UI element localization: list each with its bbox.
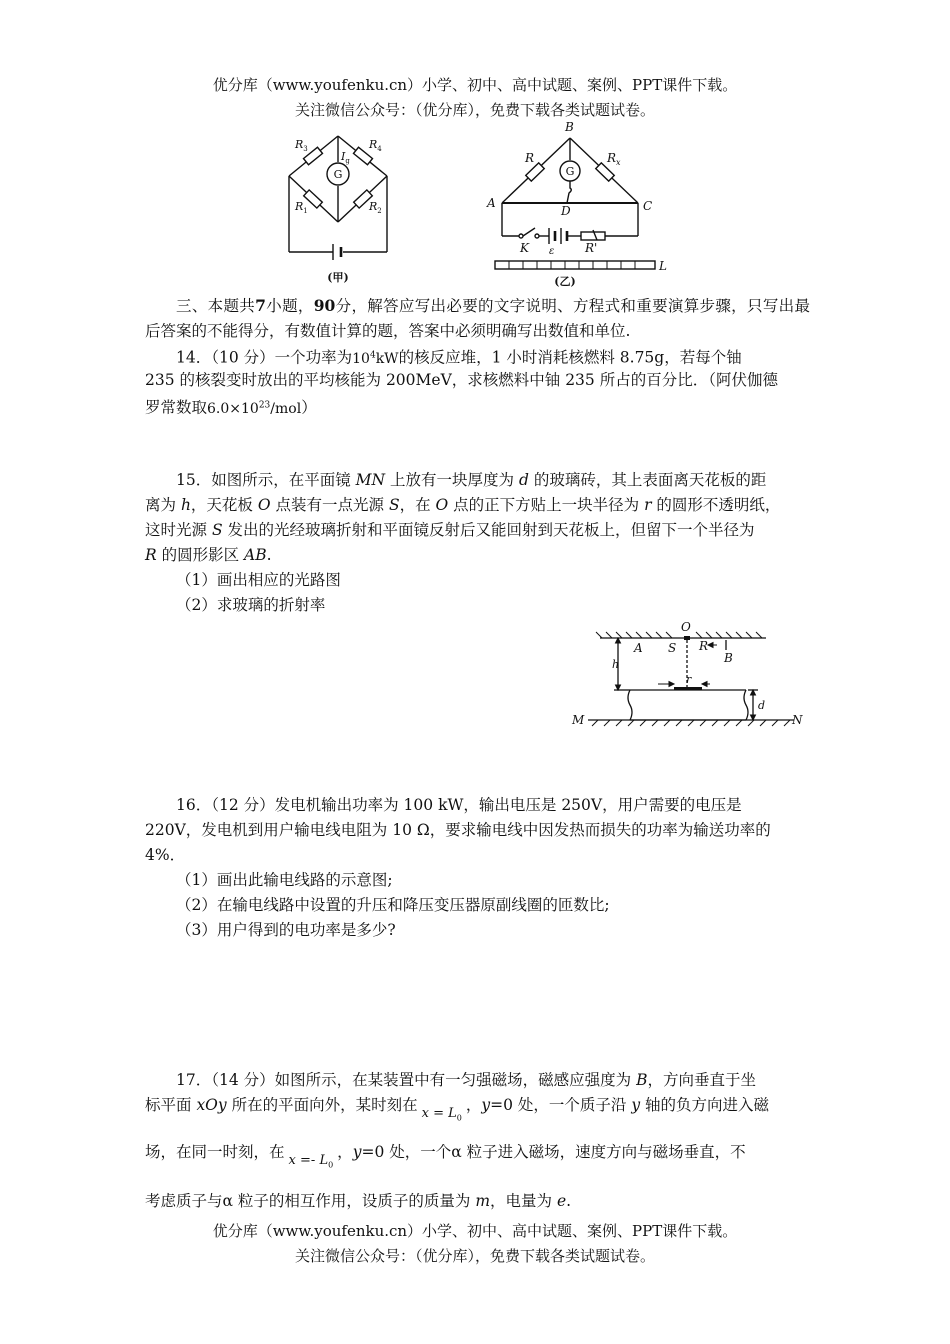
q16-sub-3: （3）用户得到的电功率是多少? xyxy=(176,921,396,939)
label-d: D xyxy=(561,204,571,218)
q14-line-1: 14．（10 分）一个功率为$10^4kW$的核反应堆，1 小时消耗核燃料 8.75g，若每个铀 xyxy=(176,348,742,367)
label-r-small: r xyxy=(686,673,692,686)
label-ig: $I_g$ xyxy=(341,150,350,165)
equation-x-eq-l0: x = L0 xyxy=(421,1106,462,1123)
equation-x-eq-minus-l0: x =- L0 xyxy=(288,1153,334,1170)
figure-q15 xyxy=(568,618,818,730)
label-h: h xyxy=(612,658,620,671)
label-r2: $R_2$ xyxy=(369,200,382,215)
figure-yi xyxy=(485,118,675,290)
q14-line-2: 235 的核裂变时放出的平均核能为 200MeV，求核燃料中铀 235 所占的百分比．（阿伏伽德 xyxy=(145,371,778,389)
q17-line-4: 考虑质子与α 粒子的相互作用，设质子的质量为 m，电量为 e. xyxy=(145,1192,572,1210)
label-emf: ε xyxy=(549,246,555,257)
label-c: C xyxy=(643,199,653,213)
q15-line-4: R 的圆形影区 AB. xyxy=(145,546,272,564)
label-r4: $R_4$ xyxy=(369,138,382,153)
header-line-1: 优分库（www.youfenku.cn）小学、初中、高中试题、案例、PPT课件下载。 xyxy=(212,76,738,94)
q15-sub-1: （1）画出相应的光路图 xyxy=(176,571,341,589)
label-r-big: R xyxy=(699,639,709,653)
label-k: K xyxy=(520,241,529,255)
label-rprime: R' xyxy=(585,241,598,255)
figure-jia xyxy=(275,128,405,288)
q16-sub-1: （1）画出此输电线路的示意图; xyxy=(176,871,393,889)
label-a: A xyxy=(634,641,643,655)
q14-line-3: 罗常数取$6.0\times 10^{23}/mol$） xyxy=(145,398,317,417)
galvanometer-label-yi: G xyxy=(565,165,575,178)
label-r: R xyxy=(525,151,535,165)
label-rx: $R_x$ xyxy=(607,151,621,167)
resistor-r1 xyxy=(304,190,323,208)
q16-line-2: 220V，发电机到用户输电线电阻为 10 Ω，要求输电线中因发热而损失的功率为输送功率的 xyxy=(145,821,771,839)
label-r1: $R_1$ xyxy=(295,200,308,215)
caption-yi: (乙) xyxy=(554,275,576,288)
galvanometer-label: G xyxy=(333,168,343,181)
q17-line-2: 标平面 xOy 所在的平面向外，某时刻在 $_{x = L_0}$，y=0 处，一个质子沿 y 轴的负方向进入磁 xyxy=(145,1096,770,1123)
footer-line-2: 关注微信公众号：（优分库），免费下载各类试题试卷。 xyxy=(294,1247,655,1265)
q16-line-3: 4%． xyxy=(145,846,186,864)
q15-line-3: 这时光源 S 发出的光经玻璃折射和平面镜反射后又能回射到天花板上，但留下一个半径为 xyxy=(145,521,755,539)
q16-sub-2: （2）在输电线路中设置的升压和降压变压器原副线圈的匝数比; xyxy=(176,896,610,914)
label-o: O xyxy=(681,620,691,634)
label-a: A xyxy=(487,196,496,210)
caption-jia: (甲) xyxy=(327,271,349,284)
q16-line-1: 16．（12 分）发电机输出功率为 100 kW，输出电压是 250V，用户需要的电压是 xyxy=(176,796,742,814)
label-s: S xyxy=(668,641,677,655)
light-source-s xyxy=(684,636,690,640)
label-n: N xyxy=(792,713,803,727)
q15-line-1: 15．如图所示，在平面镜 MN 上放有一块厚度为 d 的玻璃砖，其上表面离天花板的距 xyxy=(176,471,767,489)
header-line-2: 关注微信公众号：（优分库），免费下载各类试题试卷。 xyxy=(294,101,655,119)
resistor-rx xyxy=(596,163,615,181)
footer-line-1: 优分库（www.youfenku.cn）小学、初中、高中试题、案例、PPT课件下载。 xyxy=(212,1222,738,1240)
label-b: B xyxy=(724,651,733,665)
q15-sub-2: （2）求玻璃的折射率 xyxy=(176,596,326,614)
section-3-intro: 三、本题共7小题，90分，解答应写出必要的文字说明、方程式和重要演算步骤，只写出最后答案的不能得分，有数值计算的题，答案中必须明确写出数值和单位. xyxy=(145,296,810,340)
q17-line-3: 场，在同一时刻，在 $_{x =- L_0}$，y=0 处，一个α 粒子进入磁场，速度方向与磁场垂直，不 xyxy=(145,1143,746,1170)
opaque-paper xyxy=(674,687,702,690)
q17-line-1: 17．（14 分）如图所示，在某装置中有一匀强磁场，磁感应强度为 B，方向垂直于坐 xyxy=(176,1071,756,1089)
label-b: B xyxy=(565,120,574,134)
label-r3: $R_3$ xyxy=(295,138,308,153)
label-d: d xyxy=(758,699,766,712)
resistor-r xyxy=(526,163,545,181)
q15-line-2: 离为 h，天花板 O 点装有一点光源 S，在 O 点的正下方贴上一块半径为 r 的圆形不透明纸， xyxy=(145,496,781,514)
label-m: M xyxy=(572,713,585,727)
label-l: L xyxy=(659,259,667,273)
